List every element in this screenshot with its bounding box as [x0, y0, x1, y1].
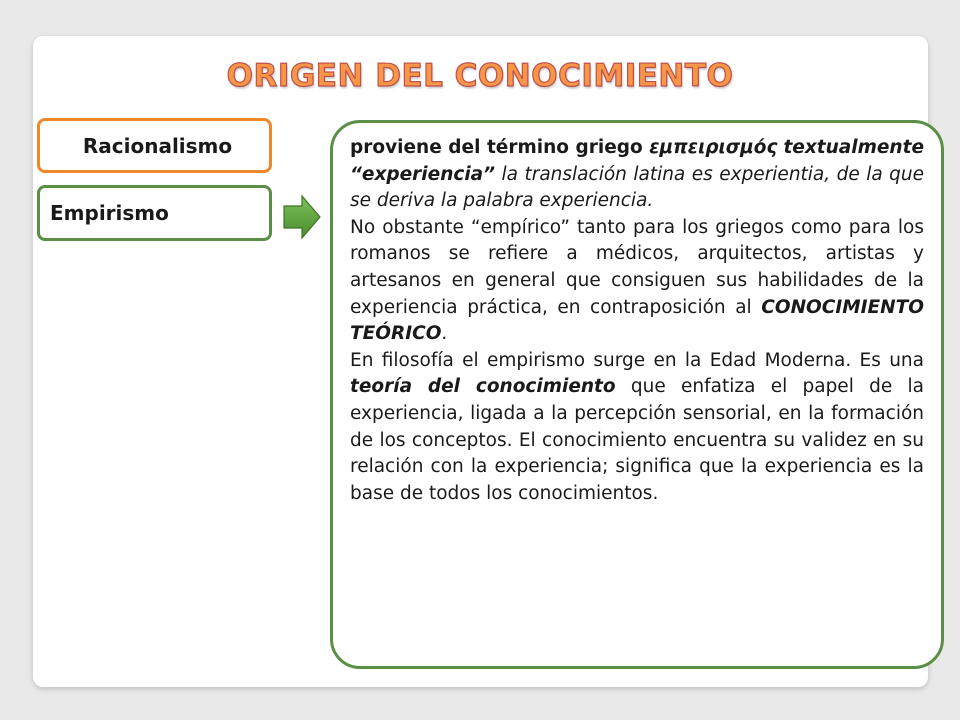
tab-empirismo[interactable]	[37, 185, 272, 241]
paragraph-3	[350, 348, 924, 508]
p1-lead: proviene del término griego	[350, 137, 650, 158]
p1-translation: textualmente “experiencia”	[350, 137, 924, 185]
p2-text-1: No obstante “empírico” tanto para los griegos como para los romanos se refiere a médicos, arquitectos, artistas y artesanos en general que consiguen sus habilidades de la experiencia práctica, en contraposición al	[350, 216, 924, 318]
p2-emphasis: CONOCIMIENTO TEÓRICO	[350, 296, 924, 345]
paragraph-2	[350, 215, 924, 348]
tab-empirismo-label: Empirismo	[50, 201, 169, 225]
right-arrow-icon	[283, 194, 321, 240]
p3-text-1: En filosofía el empirismo surge en la Edad Moderna. Es una	[350, 349, 924, 371]
p1-greek-word: εμπειρισμός	[649, 137, 778, 158]
p2-text-2: .	[441, 323, 448, 345]
tab-racionalismo-label: Racionalismo	[82, 133, 233, 158]
p1-text-2: experientia, de la que se deriva la palabra experiencia.	[350, 163, 924, 212]
p3-text-2: que enfatiza el papel de la experiencia, ligada a la percepción sensorial, en la formación de los conceptos. El conocimiento encuentra su validez en su relación con la experiencia; significa que la experiencia es la base de todos los conocimientos.	[350, 376, 924, 504]
p3-emphasis: teoría del conocimiento	[350, 376, 616, 398]
p1-text-1: la translación latina es	[495, 163, 720, 185]
page-title: ORIGEN DEL CONOCIMIENTO	[226, 58, 734, 94]
definition-text	[350, 135, 924, 507]
tab-racionalismo[interactable]	[37, 118, 272, 173]
paragraph-1	[350, 135, 924, 215]
